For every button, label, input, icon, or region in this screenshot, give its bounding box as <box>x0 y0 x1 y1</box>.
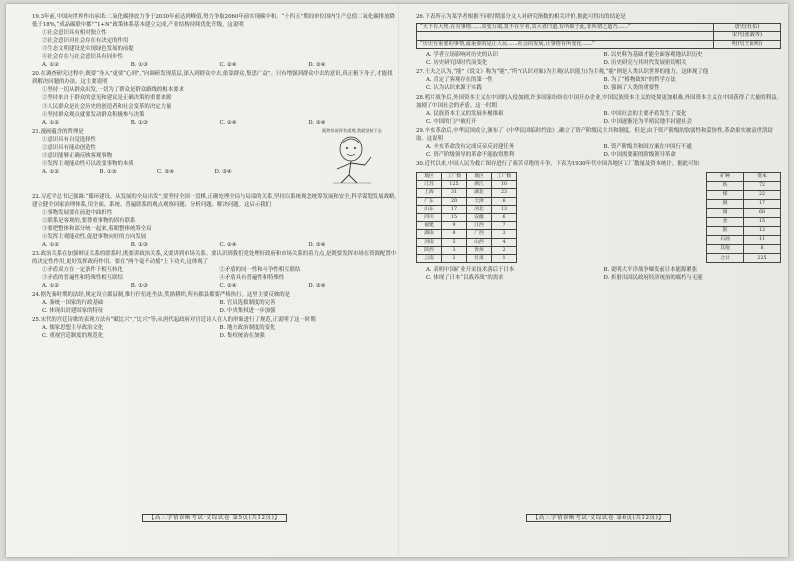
option: ④社会存在与社会意识具有同步性 <box>42 54 123 61</box>
option: ①坚持一切从群众出发,一切为了群众是群众路线的根本要求 <box>42 87 184 94</box>
table-row <box>417 230 517 238</box>
option-row <box>416 151 781 159</box>
table-cell: 20 <box>442 197 467 205</box>
option: ②意识具有能动创造性 <box>42 144 96 151</box>
question-28 <box>416 94 781 126</box>
table-cell: 锡 <box>707 208 744 217</box>
choice-b: B. ①③ <box>130 62 148 69</box>
table-row <box>417 246 517 254</box>
table-cell: 唐史(杜佑) <box>714 24 781 32</box>
table-cell: 68 <box>744 208 781 217</box>
table-cell: 12 <box>744 227 781 236</box>
choice-d: D. ③④ <box>308 62 326 69</box>
choice-b: B. 为了“格物致知”的哲学方法 <box>603 77 676 84</box>
choice-d: D. 历史研究与其时代发展密切相关 <box>603 60 687 67</box>
table-cell: 江西 <box>467 222 492 230</box>
option: ④发挥主观能动性可以改变事物的本质 <box>42 160 134 167</box>
table-cell: 17 <box>744 199 781 208</box>
option: ④发挥主观能动性,促进事物向好的方向发展 <box>42 233 147 240</box>
table-cell: 广西 <box>467 230 492 238</box>
right-page <box>416 12 781 530</box>
choice-b: B. 资产阶级共和国方案在中国行不通 <box>603 143 692 150</box>
answer-choices <box>32 282 397 290</box>
table-cell: 5 <box>442 238 467 246</box>
choice-a: A. 民族资本主义的发展步履维艰 <box>426 110 504 117</box>
choice-d: D. 中央集权进一步加强 <box>219 308 276 315</box>
question-26 <box>416 13 781 67</box>
table-row <box>417 189 517 197</box>
choice-b: B. 官员选拔制度的完善 <box>219 300 276 307</box>
choice-a: A. 秦统一国家的行政基础 <box>42 300 104 307</box>
table-cell: 甘肃 <box>467 254 492 262</box>
table-row <box>707 190 781 199</box>
choice-b: B. 说明大平洋战争爆发前日本能源紧张 <box>603 267 698 274</box>
mining-table <box>706 172 781 263</box>
question-stem: 20.在调查研究过程中,既要“身入”更要“心到”,“向调研发现基层,深入到群众中去,依靠群众,集思广益”。只有增强到群众中去的意识,真正俯下身子,才能找到解决问题的办法。这主要说明 <box>32 71 393 86</box>
question-27 <box>416 68 781 92</box>
option-row <box>32 324 397 332</box>
table-cell: 山西 <box>467 238 492 246</box>
choice-a: A. 肯定了客观存在的第一性 <box>426 77 493 84</box>
table-cell: 7 <box>492 222 517 230</box>
choice-a: A. ①② <box>42 62 59 69</box>
choice-a: A. 儒家思想主导政治文化 <box>42 325 104 332</box>
table-cell: 石油 <box>707 236 744 245</box>
choice-a: A. 学者立场影响对历史的认识 <box>426 52 499 59</box>
table-cell: 铜 <box>707 199 744 208</box>
table-cell: 6 <box>492 197 517 205</box>
table-cell: 地区 <box>417 172 442 180</box>
answer-choices <box>32 61 397 69</box>
question-30 <box>416 160 781 282</box>
choice-c: C. ②④ <box>219 119 237 126</box>
table-row <box>707 245 781 254</box>
option: ③要把整体和部分统一起来,着眼整体统筹全局 <box>42 225 152 232</box>
choice-d: D. 强调了人类的重要性 <box>603 85 660 92</box>
exam-sheet <box>6 4 788 557</box>
table-row <box>417 205 517 213</box>
table-row <box>417 254 517 262</box>
question-19 <box>32 13 397 69</box>
table-row <box>417 40 781 48</box>
table-row <box>417 213 517 221</box>
table-cell: 金 <box>707 218 744 227</box>
option-row <box>416 143 781 151</box>
table-cell: 煤 <box>707 190 744 199</box>
choice-c: C. ②④ <box>157 168 175 175</box>
table-cell: 3 <box>492 230 517 238</box>
question-stem: 28.鸦片战争后,外国资本主义在中国的入侵加剧,许多国家纷纷在中国开办企业,中国民族资本主义的处境更加艰难,外国资本主义在中国获得了大量的利益,加剧了中国社会的矛盾。这一时期 <box>416 94 779 109</box>
question-stem: 23.政治关系在加强辩证关系的联系时,既要讲政治关系,又要讲到市场关系。要认识到我们党处理好政府和市场关系的着力点,是既要发挥市场在资源配置中的决定性作用,更好发挥政府作用。要在“两个毫不动摇”上下功夫,这体现了 <box>32 250 397 266</box>
choice-c: C. 体现了日本“以战养战”的需求 <box>426 275 504 282</box>
table-row <box>707 208 781 217</box>
choice-c: C. ②④ <box>219 283 237 290</box>
option: ②坚持来自于群众的意见和建议是正确决策的重要来源 <box>42 95 172 102</box>
question-stem: 26.下表所示为某学者根据不同时期部分文人对研究指数的相关评价,据此可得出的结论是 <box>416 14 626 20</box>
choice-d: D. 中国逐渐沦为半殖民地半封建社会 <box>603 118 692 125</box>
question-stem: 25.宋代的宫廷诗歌的表现方法有“赋比兴”,“比兴”等;从唐代起政府对宫廷诗人在人的形象进行了规范,正说明了这一时期 <box>32 317 316 324</box>
table-cell: 17 <box>442 205 467 213</box>
choice-a: A. ①② <box>42 168 59 175</box>
table-cell: 6 <box>492 213 517 221</box>
choice-d: D. ③④ <box>308 283 326 290</box>
option-row <box>32 266 397 274</box>
table-cell: 天津 <box>467 197 492 205</box>
table-cell: 上海 <box>417 189 442 197</box>
option: ③矛盾的普遍性和特殊性相互联结 <box>42 275 123 282</box>
table-cell: “历史有重要的事情,最重要的是让人民……社会的发展,让事情有所变化……” <box>417 40 714 48</box>
choice-c: C. ②④ <box>219 62 237 69</box>
table-cell: 云南 <box>417 254 442 262</box>
option-row <box>32 332 397 340</box>
question-stem: 21.漫画蕴含的哲理是 <box>32 128 84 135</box>
option: ②矛盾的同一性和斗争性相互联结 <box>219 267 301 274</box>
table-row <box>417 32 781 40</box>
question-21 <box>32 128 397 192</box>
cartoon-caption: 既然你说得有道理,我就坚持下去 <box>322 127 382 133</box>
option: ①矛盾双方在一定条件下相互转化 <box>42 267 123 274</box>
table-cell: “天下有大势,在有事情……其变万端,莫不在乎者,其大者曰道,有所取于此,非所谓之道乃……” <box>417 24 714 32</box>
question-stem: 19.3年前,中国向世界作出承诺:二氧化碳排放力争于2030年前达到峰值,努力争取2060年前实现碳中和。“十四五”期间单位国内生产总值二氧化碳排放降低于18%,“成品碳联中都”“1+N”政策体系基本建立完成,产业结构持续优化升级。这说明 <box>32 14 395 29</box>
table-cell: 四川 <box>417 213 442 221</box>
question-29 <box>416 127 781 159</box>
page-footer <box>416 514 781 522</box>
footer-text: 【高三学情诊断考试·文综试卷 第6页(共12页)】 <box>526 514 672 522</box>
table-cell: 银 <box>707 227 744 236</box>
answer-choices <box>32 168 272 176</box>
choice-d: D. ③④ <box>308 241 326 248</box>
table-cell: 8 <box>744 245 781 254</box>
table-cell: 铁 <box>707 181 744 190</box>
choice-b: B. ①③ <box>130 283 148 290</box>
question-20 <box>32 70 397 126</box>
option: ③生态文明建设是实现绿色发展的前提 <box>42 46 134 53</box>
table-cell: 10 <box>492 181 517 189</box>
table-row <box>707 254 781 263</box>
table-cell: 工厂数 <box>442 172 467 180</box>
table-cell: 宋代(张载等) <box>714 32 781 40</box>
option: ①意识具有自觉选择性 <box>42 136 96 143</box>
page-fold <box>398 4 399 557</box>
option: ①社会意识具有相对独立性 <box>42 30 107 37</box>
table-row <box>707 218 781 227</box>
answer-choices <box>32 119 397 127</box>
question-stem: 27.王夫之认为,“能”《说文》称为“能”,“所”(认识对象)为主观(认识能力)为主观,“能”则是人类认识世界的能力。这体现了他 <box>416 69 709 76</box>
table-cell: 地区 <box>467 172 492 180</box>
table-cell: 安徽 <box>467 213 492 221</box>
table-cell: 23 <box>492 189 517 197</box>
option: ③意识能够正确反映客观事物 <box>42 152 113 159</box>
choice-d: D. 中国需要新的阶级领导革命 <box>603 151 676 158</box>
cartoon-figure-icon <box>313 133 391 185</box>
table-row <box>417 24 781 32</box>
factory-table <box>416 172 517 263</box>
table-cell: 河南 <box>417 238 442 246</box>
question-stem: 24.据先秦时期的法经,规定设立郡县制,推行什伍连坐法,奖励耕织,所有郡县都要严格执行。这里主要反映的是 <box>32 292 291 299</box>
option: ④矛盾具有普遍性和特殊性 <box>219 275 285 282</box>
table-cell: 陕西 <box>417 246 442 254</box>
option-row <box>416 84 781 92</box>
answer-choices <box>32 241 397 249</box>
table-row <box>417 197 517 205</box>
option: ②联系是客观的,要尊重事物的固有联系 <box>42 217 136 224</box>
table-cell: 11 <box>744 236 781 245</box>
choice-d: D. 集权统治在加强 <box>219 333 265 340</box>
choice-a: A. ①② <box>42 241 59 248</box>
table-row <box>417 222 517 230</box>
table-row <box>417 181 517 189</box>
table-cell: 72 <box>744 181 781 190</box>
table-cell: 13 <box>492 205 517 213</box>
option-row <box>416 118 781 126</box>
table-cell: 225 <box>744 254 781 263</box>
table-cell: 9 <box>442 222 467 230</box>
left-page <box>32 12 397 530</box>
table-row <box>707 236 781 245</box>
table-cell: 15 <box>744 218 781 227</box>
choice-a: A. ①② <box>42 283 59 290</box>
table-cell: 2 <box>492 246 517 254</box>
table-cell: 明代(王阳明) <box>714 40 781 48</box>
choice-c: C. 认为认识来源于实践 <box>426 85 482 92</box>
table-cell: 125 <box>442 181 467 189</box>
table-cell: 1 <box>492 254 517 262</box>
statistics-tables <box>416 172 781 263</box>
table-row <box>417 238 517 246</box>
choice-b: B. ①③ <box>99 168 117 175</box>
option-row <box>416 51 781 59</box>
option-row <box>416 76 781 84</box>
question-23 <box>32 250 397 290</box>
choice-b: B. ①③ <box>130 241 148 248</box>
choice-d: D. ③④ <box>214 168 232 175</box>
choice-c: C. 历史研究因时代而变化 <box>426 60 488 67</box>
choice-c: C. 资产阶级领导的革命不能取得胜利 <box>426 151 515 158</box>
table-cell: 工厂数 <box>492 172 517 180</box>
table-cell: 江苏 <box>417 181 442 189</box>
table-cell: 22 <box>744 190 781 199</box>
choice-a: A. ①② <box>42 119 59 126</box>
option: ④坚持群众观点就要发动群众积极参与决策 <box>42 111 145 118</box>
table-cell: 贵州 <box>467 246 492 254</box>
option-row <box>416 274 781 282</box>
table-cell: 8 <box>442 230 467 238</box>
choice-b: B. ①③ <box>130 119 148 126</box>
choice-c: C. 重视宫廷制度的规范化 <box>42 333 104 340</box>
choice-a: A. 辛亥革命没有完成反帝反封建任务 <box>426 143 515 150</box>
option-row <box>32 299 397 307</box>
cartoon-illustration <box>313 128 391 192</box>
table-cell: 其他 <box>707 245 744 254</box>
footer-text: 【高三学情诊断考试·文综试卷 第5页(共12页)】 <box>142 514 288 522</box>
table-row <box>417 172 517 180</box>
table-cell: 福建 <box>417 222 442 230</box>
table-cell <box>417 32 714 40</box>
source-table <box>416 23 781 49</box>
option: ①事物发展要在前进中曲折性 <box>42 209 113 216</box>
table-cell: 2 <box>442 254 467 262</box>
table-cell: 3 <box>442 246 467 254</box>
choice-c: C. 体现出封建国家的特征 <box>42 308 104 315</box>
choice-c: C. 中国的门户被打开 <box>426 118 477 125</box>
table-cell: 31 <box>442 189 467 197</box>
table-row <box>707 172 781 181</box>
table-cell: 河北 <box>467 205 492 213</box>
page-footer <box>32 514 397 522</box>
table-cell: 15 <box>442 213 467 221</box>
table-cell: 合计 <box>707 254 744 263</box>
question-stem: 22.习近平总书记强调:“循环建设、从发展的全局出发”,要坚持全国一盘棋,正确处理全局与局部的关系,坚持以系统观念统筹发展和安全,科学谋划发展战略,建立健全国家治理体系,用全面、系统、普遍联系的观点观察问题、分析问题、解决问题。这启示我们 <box>32 193 397 208</box>
table-cell: 湖北 <box>467 189 492 197</box>
choice-b: B. 地方政治制度的变化 <box>219 325 276 332</box>
option-row <box>32 274 397 282</box>
table-cell: 广东 <box>417 197 442 205</box>
choice-d: D. 折射出国民政府经济统治的腐朽与无能 <box>603 275 703 282</box>
option-row <box>416 266 781 274</box>
table-cell: 湖南 <box>417 230 442 238</box>
question-25 <box>32 316 397 340</box>
question-22 <box>32 193 397 249</box>
table-cell: 浙江 <box>467 181 492 189</box>
question-stem: 29.辛亥革命后,中华民国成立,颁布了《中华民国临时约法》,确立了资产阶级民主共和制度。但是,由于资产阶级的软弱性和妥协性,革命果实被袁世凯窃取。这说明 <box>416 127 773 142</box>
table-cell: 资本 <box>744 172 781 181</box>
choice-c: C. ②④ <box>219 241 237 248</box>
table-cell: 4 <box>492 238 517 246</box>
choice-a: A. 表明中国矿业开采技术落后于日本 <box>426 267 515 274</box>
option-row <box>416 59 781 67</box>
table-row <box>707 199 781 208</box>
option-row <box>416 110 781 118</box>
option-row <box>32 307 397 315</box>
choice-b: B. 中国社会的主要矛盾发生了变化 <box>603 110 687 117</box>
table-cell: 矿种 <box>707 172 744 181</box>
option: ②社会意识对社会存在有决定的作用 <box>42 38 129 45</box>
choice-d: D. ③④ <box>308 119 326 126</box>
question-stem: 30.近代以来,中国人民为救亡图存进行了艰苦卓绝的斗争。下表为1930年代中国各地区工厂数量及资本统计。据此可知 <box>416 160 699 167</box>
table-cell: 山东 <box>417 205 442 213</box>
table-row <box>707 227 781 236</box>
table-row <box>707 181 781 190</box>
option: ③人民群众是社会历史的创造者和社会变革的决定力量 <box>42 103 172 110</box>
choice-b: B. 以史料为基础才能全面客观地认识历史 <box>603 52 703 59</box>
question-24 <box>32 291 397 315</box>
